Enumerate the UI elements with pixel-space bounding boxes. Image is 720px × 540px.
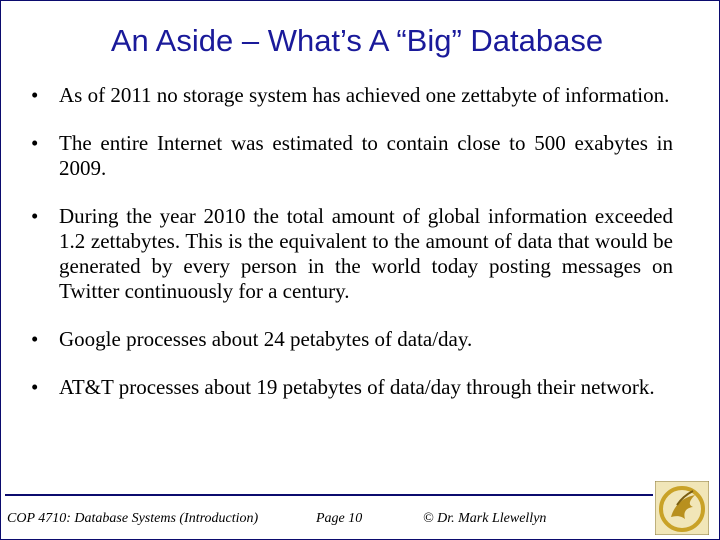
bullet-text: During the year 2010 the total amount of global information exceeded 1.2 zettabytes. This is the equivalent to the amount of data that would be generated by every person in the world today posting messages on Twitter continuously for a century. [59, 204, 673, 303]
footer-author: © Dr. Mark Llewellyn [423, 511, 547, 526]
footer-page-number: Page 10 [316, 511, 363, 526]
bullet-item [31, 83, 673, 108]
bullet-dot: • [31, 131, 39, 155]
pegasus-logo-icon [655, 481, 709, 535]
slide-title: An Aside – What’s A “Big” Database [110, 23, 604, 58]
bullet-dot: • [31, 204, 39, 228]
bullet-item [31, 204, 673, 304]
bullet-item [31, 131, 673, 181]
footer-course: COP 4710: Database Systems (Introduction) [7, 511, 259, 526]
bullet-item [31, 327, 673, 352]
bullet-list [31, 83, 673, 423]
bullet-item [31, 375, 673, 400]
bullet-dot: • [31, 375, 39, 399]
bullet-dot: • [31, 327, 39, 351]
bullet-text: As of 2011 no storage system has achieved one zettabyte of information. [59, 83, 670, 107]
slide-footer [5, 494, 653, 538]
bullet-text: AT&T processes about 19 petabytes of data/day through their network. [59, 375, 655, 399]
bullet-dot: • [31, 83, 39, 107]
bullet-text: Google processes about 24 petabytes of data/day. [59, 327, 473, 351]
bullet-text: The entire Internet was estimated to contain close to 500 exabytes in 2009. [59, 131, 673, 180]
